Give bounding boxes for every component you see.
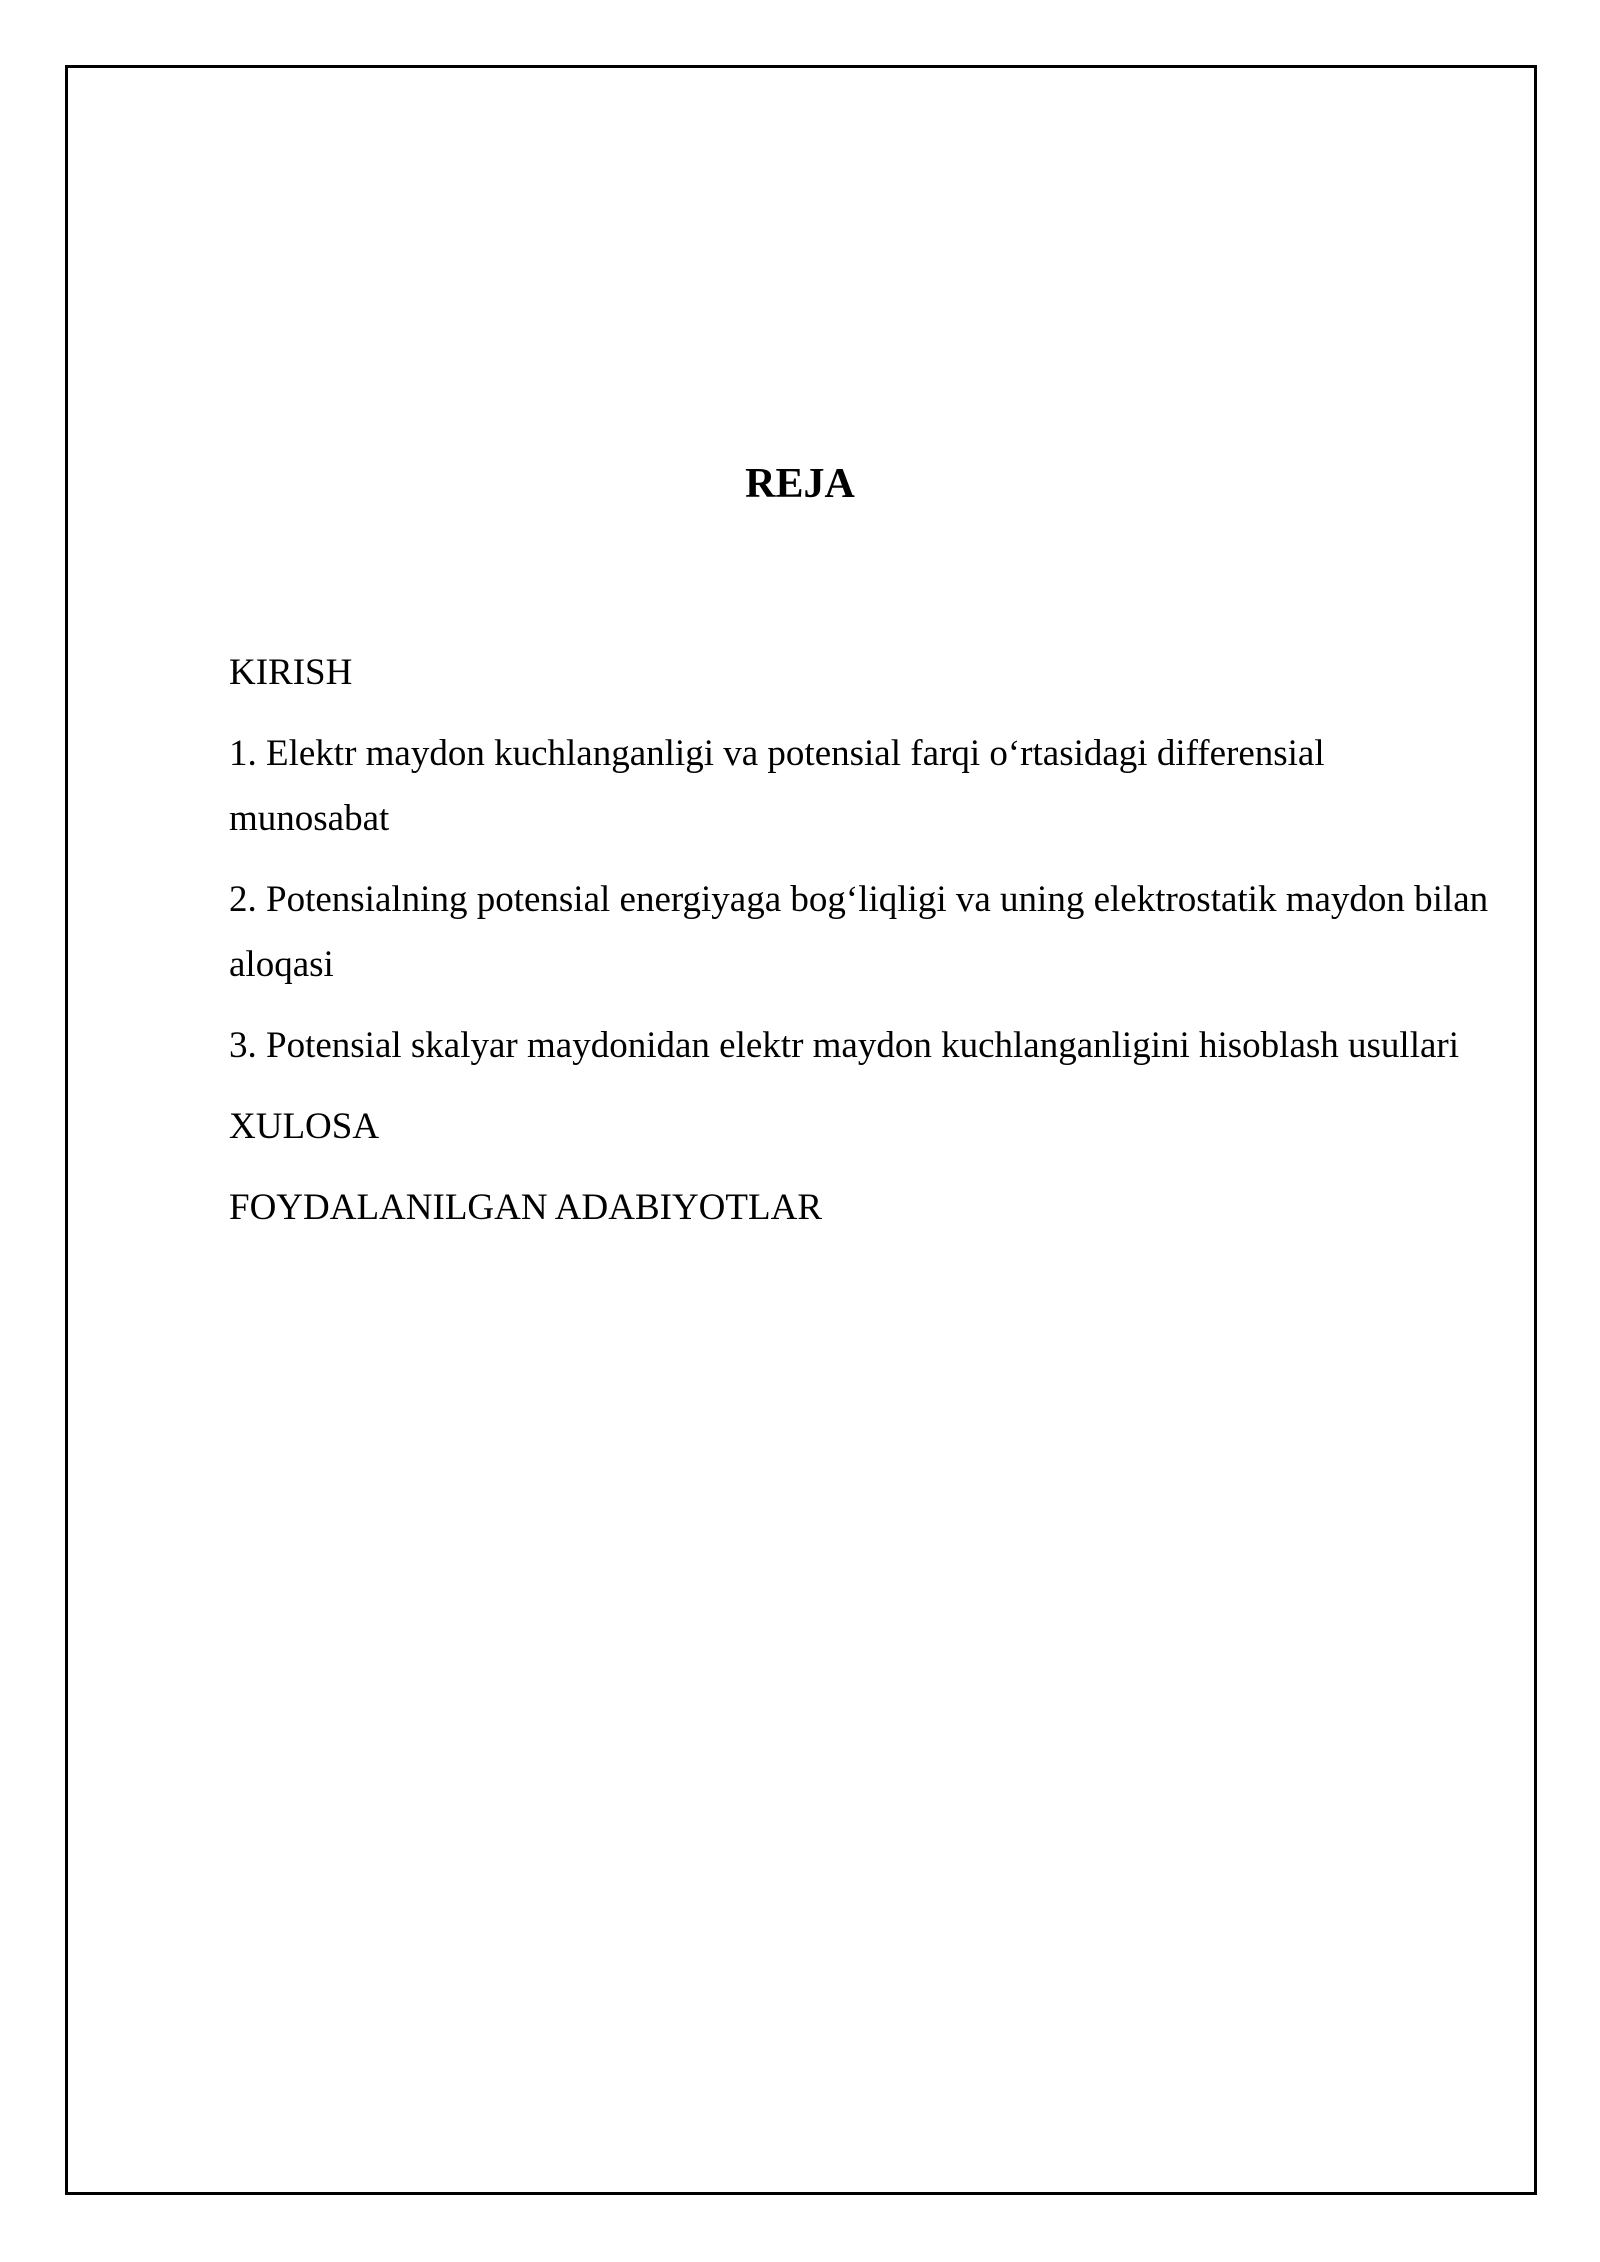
- toc-item-2: 2. Potensialning potensial energiyaga bog‘liqligi va uning elektrostatik maydon bilan aloqasi: [229, 879, 1489, 985]
- toc-item-introduction: KIRISH: [229, 652, 353, 693]
- page-title: REJA: [745, 461, 855, 507]
- toc-item-references: FOYDALANILGAN ADABIYOTLAR: [229, 1187, 822, 1228]
- toc-item-1: 1. Elektr maydon kuchlanganligi va potensial farqi o‘rtasidagi differensial munosabat: [229, 733, 1325, 839]
- table-of-contents: [229, 640, 1494, 1256]
- toc-item-3: 3. Potensial skalyar maydonidan elektr maydon kuchlanganligini hisoblash usullari: [229, 1025, 1460, 1066]
- toc-item-conclusion: XULOSA: [229, 1106, 380, 1147]
